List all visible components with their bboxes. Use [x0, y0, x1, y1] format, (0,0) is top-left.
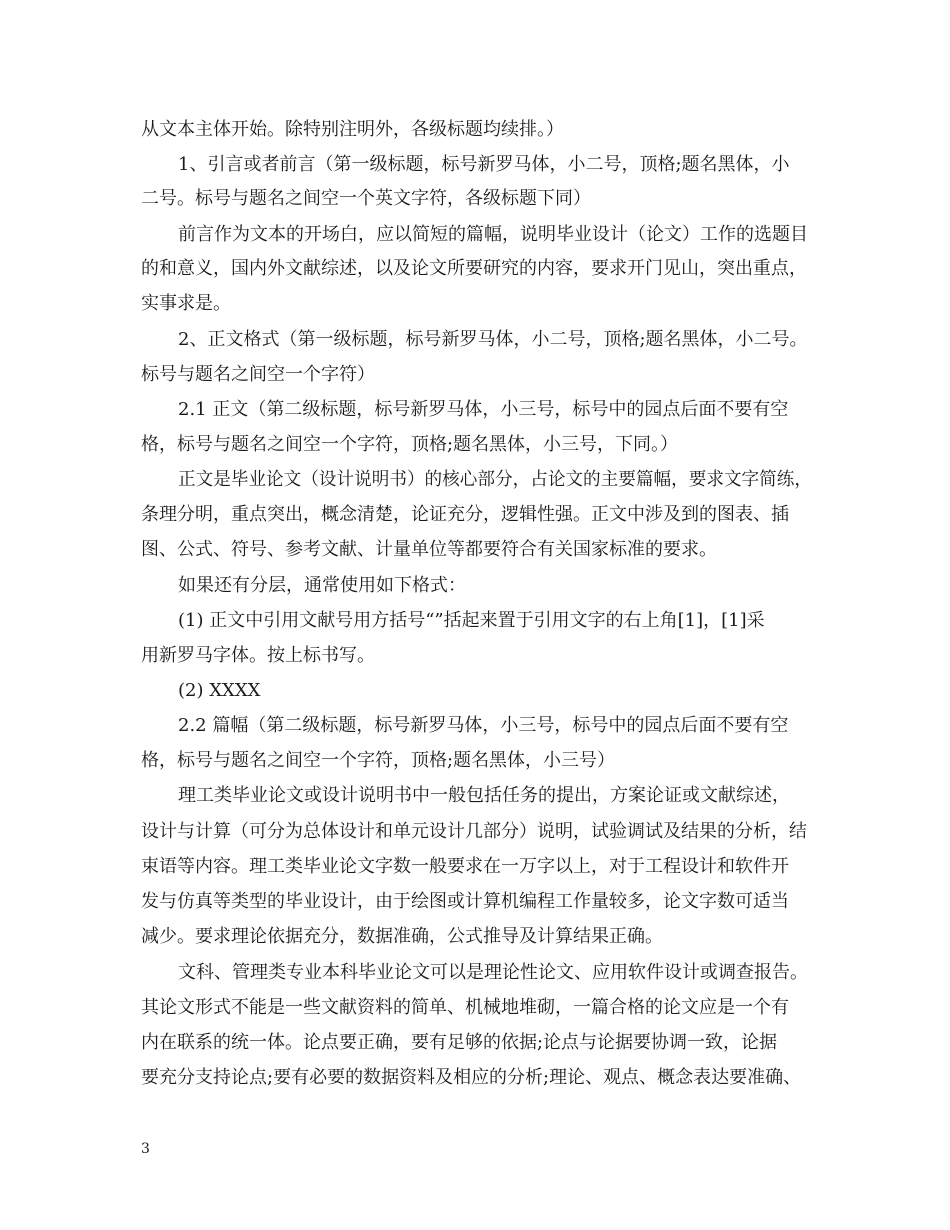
text-line: 其论文形式不能是一些文献资料的简单、机械地堆砌，一篇合格的论文应是一个有 — [141, 997, 789, 1018]
text-line: 图、公式、符号、参考文献、计量单位等都要符合有关国家标准的要求。 — [141, 539, 717, 560]
text-line: 设计与计算（可分为总体设计和单元设计几部分）说明，试验调试及结果的分析，结 — [141, 821, 807, 842]
text-line: 从文本主体开始。除特别注明外，各级标题均续排。） — [141, 119, 564, 140]
text-line: 条理分明，重点突出，概念清楚，论证充分，逻辑性强。正文中涉及到的图表、插 — [141, 504, 789, 525]
subsection-heading: 2.1 正文（第二级标题，标号新罗马体，小三号，标号中的园点后面不要有空 — [178, 399, 789, 420]
section-heading: 1、引言或者前言（第一级标题，标号新罗马体，小二号，顶格;题名黑体，小 — [178, 154, 790, 175]
text-line: 二号。标号与题名之间空一个英文字符，各级标题下同） — [141, 188, 591, 209]
text-line: 减少。要求理论依据充分，数据准确，公式推导及计算结果正确。 — [141, 926, 663, 947]
text-line: 如果还有分层，通常使用如下格式： — [178, 575, 466, 596]
text-line: 的和意义，国内外文献综述，以及论文所要研究的内容，要求开门见山，突出重点， — [141, 258, 807, 279]
text-line: 内在联系的统一体。论点要正确，要有足够的依据;论点与论据要协调一致，论据 — [141, 1032, 778, 1053]
section-heading: 2、正文格式（第一级标题，标号新罗马体，小二号，顶格;题名黑体，小二号。 — [178, 329, 808, 350]
text-line: 格，标号与题名之间空一个字符，顶格;题名黑体，小三号） — [141, 750, 616, 771]
text-line: 理工类毕业论文或设计说明书中一般包括任务的提出，方案论证或文献综述， — [178, 785, 790, 806]
text-line: 标号与题名之间空一个字符） — [141, 364, 375, 385]
text-line: 格，标号与题名之间空一个字符，顶格;题名黑体，小三号，下同。） — [141, 434, 679, 455]
subsection-heading: 2.2 篇幅（第二级标题，标号新罗马体，小三号，标号中的园点后面不要有空 — [178, 715, 789, 736]
text-line: 发与仿真等类型的毕业设计，由于绘图或计算机编程工作量较多，论文字数可适当 — [141, 891, 789, 912]
list-item: (1) 正文中引用文献号用方括号“”括起来置于引用文字的右上角[1]，[1]采 — [178, 610, 765, 631]
text-line: 实事求是。 — [141, 293, 231, 314]
text-line: 用新罗马字体。按上标书写。 — [141, 645, 375, 666]
page-number: 3 — [141, 1141, 150, 1157]
text-line: 正文是毕业论文（设计说明书）的核心部分，占论文的主要篇幅，要求文字简练， — [178, 469, 812, 490]
text-line: 文科、管理类专业本科毕业论文可以是理论性论文、应用软件设计或调查报告。 — [178, 962, 808, 983]
text-line: 前言作为文本的开场白，应以简短的篇幅，说明毕业设计（论文）工作的选题目 — [178, 224, 808, 245]
list-item: (2) XXXX — [178, 680, 261, 701]
text-line: 束语等内容。理工类毕业论文字数一般要求在一万字以上，对于工程设计和软件开 — [141, 856, 789, 877]
text-line: 要充分支持论点;要有必要的数据资料及相应的分析;理论、观点、概念表达要准确、 — [141, 1067, 802, 1088]
